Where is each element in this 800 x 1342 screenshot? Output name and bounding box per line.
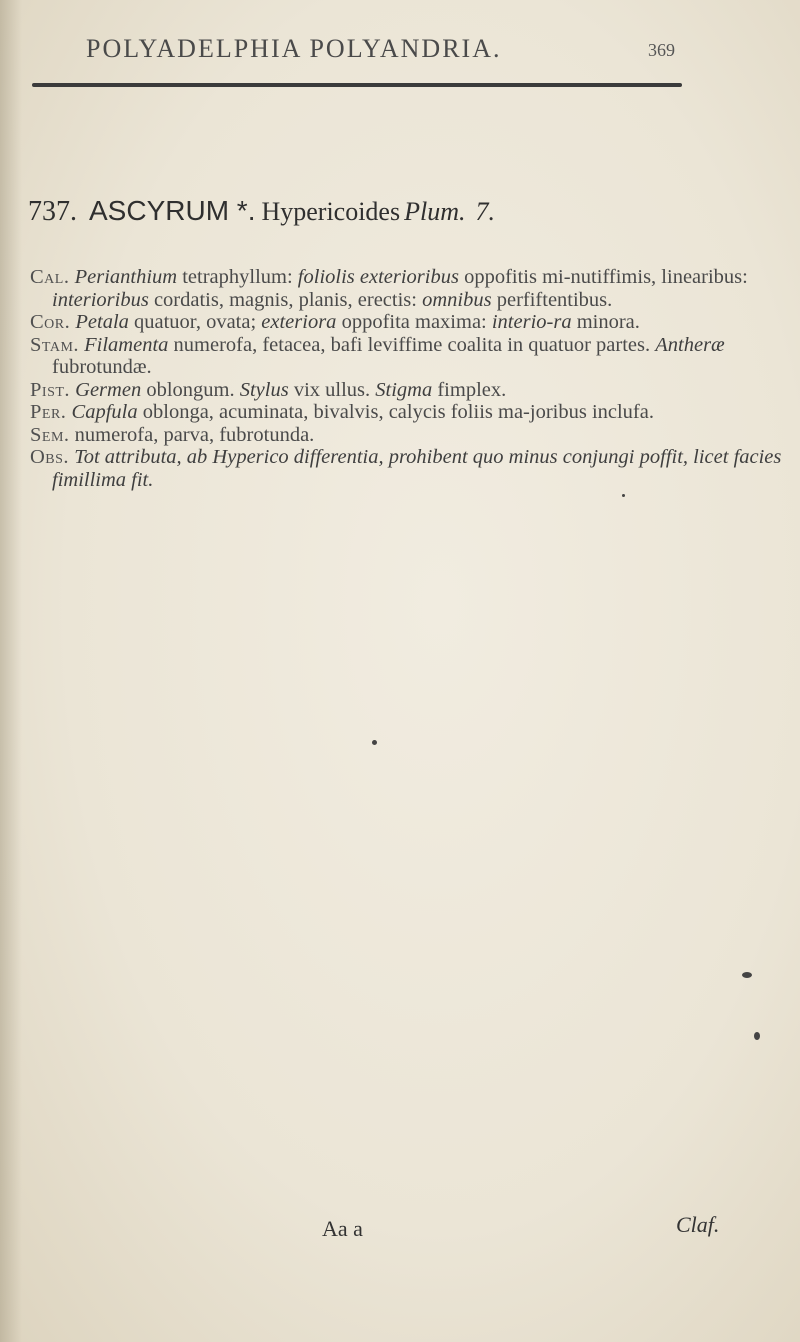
synonym: Hypericoides xyxy=(261,197,401,226)
stamens-paragraph: Stam. Filamenta numerofa, fetacea, bafi leviffime coalita in quatuor partes. Antheræ fubrotundæ. xyxy=(30,333,725,378)
corolla-paragraph: Cor. Petala quatuor, ovata; exteriora oppofita maxima: interio-ra minora. xyxy=(30,311,640,333)
reference: 7. xyxy=(475,197,495,226)
catchword: Claf. xyxy=(676,1212,720,1237)
ink-speck xyxy=(742,972,752,978)
header-rule xyxy=(32,83,682,87)
entry-number: 737. xyxy=(28,196,77,227)
section-label: Stam. xyxy=(30,333,80,356)
gutter-shadow xyxy=(0,0,22,1342)
signature-mark: Aa a xyxy=(322,1216,363,1241)
ink-speck xyxy=(622,494,625,497)
genus-name: ASCYRUM *. xyxy=(89,195,256,226)
genus-description xyxy=(30,266,790,491)
section-label: Pist. xyxy=(30,378,71,401)
ink-speck xyxy=(372,740,377,745)
section-label: Cor. xyxy=(30,311,71,333)
ink-speck xyxy=(754,1032,760,1040)
authority: Plum. xyxy=(404,197,466,226)
section-label: Per. xyxy=(30,401,67,423)
section-label: Cal. xyxy=(30,266,70,288)
entry-heading xyxy=(28,195,495,228)
page-number: 369 xyxy=(648,40,675,60)
section-label: Obs. xyxy=(30,446,70,468)
section-label: Sem. xyxy=(30,423,70,446)
seeds-paragraph: Sem. numerofa, parva, fubrotunda. xyxy=(30,423,315,446)
calyx-paragraph: Cal. Perianthium tetraphyllum: foliolis exterioribus oppofitis mi-nutiffimis, linearibus: interioribus cordatis, magnis, planis, erectis: omnibus perfiftentibus. xyxy=(30,266,748,311)
pistil-paragraph: Pist. Germen oblongum. Stylus vix ullus. Stigma fimplex. xyxy=(30,378,507,401)
running-head: POLYADELPHIA POLYANDRIA. xyxy=(86,34,502,63)
pericarp-paragraph: Per. Capfula oblonga, acuminata, bivalvis, calycis foliis ma-joribus inclufa. xyxy=(30,401,654,423)
observation-paragraph: Obs. Tot attributa, ab Hyperico differentia, prohibent quo minus conjungi poffit, licet facies fimillima fit. xyxy=(30,446,782,491)
